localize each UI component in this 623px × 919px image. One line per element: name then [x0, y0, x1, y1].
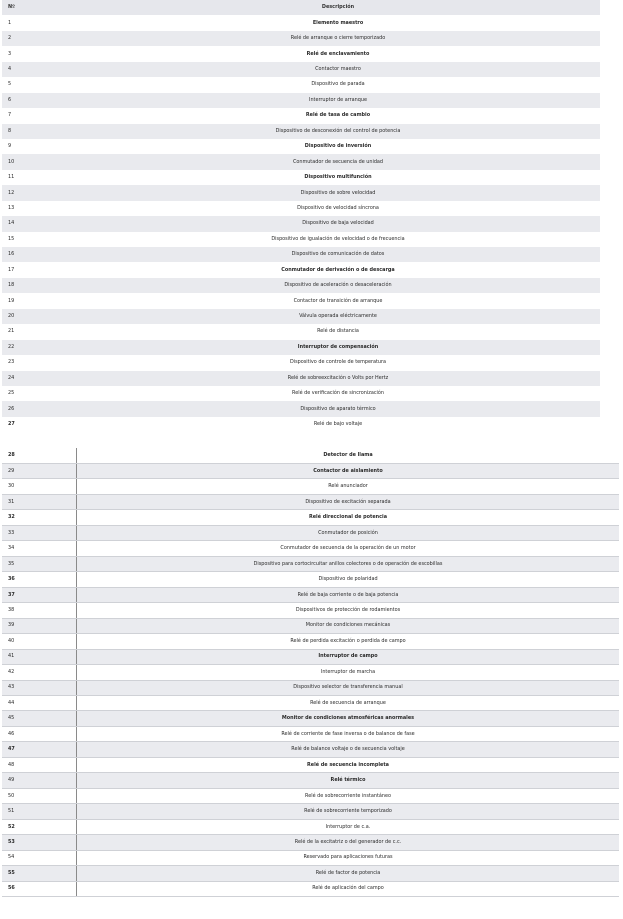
- table-row: [2, 417, 600, 432]
- device-description: Relé de sobrecorriente instantáneo: [77, 788, 620, 803]
- device-description: Dispositivo de desconexión del control de potencia: [76, 124, 600, 139]
- device-description: Dispositivo de polaridad: [77, 572, 620, 587]
- table-row: [2, 108, 600, 123]
- table-row: [2, 201, 600, 216]
- table-row: [2, 866, 619, 881]
- device-number: 41: [2, 649, 77, 664]
- device-number: 20: [2, 309, 76, 324]
- table-row: [2, 494, 619, 509]
- table-row: [2, 93, 600, 108]
- device-description: Reservado para aplicaciones futuras: [77, 850, 620, 865]
- table-row: [2, 757, 619, 772]
- table-row: [2, 649, 619, 664]
- device-description: Dispositivo de excitación separada: [77, 494, 620, 509]
- device-number: 40: [2, 634, 77, 649]
- table-row: [2, 541, 619, 556]
- device-description: Dispositivo de controle de temperatura: [76, 355, 600, 370]
- table-row: [2, 77, 600, 92]
- table-row: [2, 572, 619, 587]
- device-number: 28: [2, 448, 77, 463]
- device-number: 49: [2, 773, 77, 788]
- device-description: Conmutador de posición: [77, 525, 620, 540]
- table-row: [2, 711, 619, 726]
- device-description: Dispositivo de sobre velocidad: [76, 185, 600, 200]
- table-row: [2, 371, 600, 386]
- device-description: Interruptor de arranque: [76, 93, 600, 108]
- device-number: 37: [2, 587, 77, 602]
- device-description: Dispositivo selector de transferencia manual: [77, 680, 620, 695]
- device-number: 9: [2, 139, 76, 154]
- device-number: 1: [2, 15, 76, 30]
- device-number: 16: [2, 247, 76, 262]
- table-row: [2, 525, 619, 540]
- device-description: Dispositivo de velocidad síncrona: [76, 201, 600, 216]
- device-description: Dispositivo de igualación de velocidad o de frecuencia: [76, 232, 600, 247]
- table-row: [2, 185, 600, 200]
- device-description: Dispositivos de protección de rodamientos: [77, 603, 620, 618]
- device-number: 23: [2, 355, 76, 370]
- table-row: [2, 278, 600, 293]
- device-number: 5: [2, 77, 76, 92]
- device-number: 3: [2, 46, 76, 61]
- device-description: Relé de sobreexcitación o Volts por Hertz: [76, 371, 600, 386]
- table-row: [2, 618, 619, 633]
- device-number: 6: [2, 93, 76, 108]
- table-row: [2, 634, 619, 649]
- table-row: [2, 726, 619, 741]
- table-row: [2, 124, 600, 139]
- device-description: Relé térmico: [77, 773, 620, 788]
- device-description: Relé de balance voltaje o de secuencia voltaje: [77, 742, 620, 757]
- device-description: Contactor de transición de arranque: [76, 293, 600, 308]
- device-number: 56: [2, 881, 77, 896]
- table-row: [2, 340, 600, 355]
- table-row: [2, 401, 600, 416]
- device-description: Relé de secuencia incompleta: [77, 757, 620, 772]
- header-number: Nº: [2, 0, 76, 15]
- table-row: [2, 850, 619, 865]
- table-row: [2, 587, 619, 602]
- device-number: 53: [2, 835, 77, 850]
- device-number: 45: [2, 711, 77, 726]
- device-number: 44: [2, 696, 77, 711]
- device-number: 50: [2, 788, 77, 803]
- device-description: Interruptor de marcha: [77, 665, 620, 680]
- device-description: Dispositivo de aceleración o desaceleración: [76, 278, 600, 293]
- table-row: [2, 31, 600, 46]
- device-number: 48: [2, 757, 77, 772]
- device-number: 35: [2, 556, 77, 571]
- table-row: [2, 479, 619, 494]
- device-description: Relé de factor de potencia: [77, 866, 620, 881]
- device-description: Interruptor de campo: [77, 649, 620, 664]
- device-description: Relé de distancia: [76, 324, 600, 339]
- device-description: Relé de sobrecorriente temporizado: [77, 804, 620, 819]
- device-table-part-1: [2, 0, 600, 432]
- device-number: 8: [2, 124, 76, 139]
- table-row: [2, 232, 600, 247]
- device-number: 24: [2, 371, 76, 386]
- device-number: 18: [2, 278, 76, 293]
- device-number: 34: [2, 541, 77, 556]
- device-number: 2: [2, 31, 76, 46]
- device-number: 30: [2, 479, 77, 494]
- device-number: 42: [2, 665, 77, 680]
- table-row: [2, 46, 600, 61]
- table-row: [2, 355, 600, 370]
- device-description: Elemento maestro: [76, 15, 600, 30]
- table-row: [2, 463, 619, 478]
- device-description: Interruptor de c.a.: [77, 819, 620, 834]
- device-number: 55: [2, 866, 77, 881]
- device-number: 46: [2, 726, 77, 741]
- device-description: Conmutador de secuencia de la operación de un motor: [77, 541, 620, 556]
- device-number: 11: [2, 170, 76, 185]
- device-number: 17: [2, 262, 76, 277]
- device-description: Contactor de aislamiento: [77, 463, 620, 478]
- table-row: [2, 247, 600, 262]
- device-description: Dispositivo de baja velocidad: [76, 216, 600, 231]
- table-row: [2, 742, 619, 757]
- device-description: Dispositivo de aparato térmico: [76, 401, 600, 416]
- device-number: 52: [2, 819, 77, 834]
- table-row: [2, 262, 600, 277]
- device-number: 25: [2, 386, 76, 401]
- header-description: Descripción: [76, 0, 600, 15]
- table-row: [2, 154, 600, 169]
- table-row: [2, 510, 619, 525]
- device-number: 29: [2, 463, 77, 478]
- table-row: [2, 881, 619, 896]
- table-row: [2, 819, 619, 834]
- device-description: Relé de la excitatriz o del generador de c.c.: [77, 835, 620, 850]
- device-description: Interruptor de compensación: [76, 340, 600, 355]
- device-description: Relé de aplicación del campo: [77, 881, 620, 896]
- device-number: 15: [2, 232, 76, 247]
- device-number: 43: [2, 680, 77, 695]
- device-number: 22: [2, 340, 76, 355]
- device-table-part-2: [2, 448, 619, 897]
- table-row: [2, 448, 619, 463]
- device-description: Dispositivo multifunción: [76, 170, 600, 185]
- table-row: [2, 170, 600, 185]
- device-number: 10: [2, 154, 76, 169]
- device-description: Relé de perdida excitación o perdida de campo: [77, 634, 620, 649]
- table-row: [2, 139, 600, 154]
- table-row: [2, 788, 619, 803]
- device-description: Contactor maestro: [76, 62, 600, 77]
- device-number: 39: [2, 618, 77, 633]
- table-row: [2, 665, 619, 680]
- device-number: 13: [2, 201, 76, 216]
- device-description: Monitor de condiciones atmosféricas anormales: [77, 711, 620, 726]
- table-row: [2, 680, 619, 695]
- device-description: Relé de arranque o cierre temporizado: [76, 31, 600, 46]
- table-row: [2, 603, 619, 618]
- device-number: 51: [2, 804, 77, 819]
- device-description: Conmutador de secuencia de unidad: [76, 154, 600, 169]
- device-number: 33: [2, 525, 77, 540]
- device-description: Dispositivo de parada: [76, 77, 600, 92]
- device-number: 14: [2, 216, 76, 231]
- device-description: Dispositivo para cortocircuitar anillos colectores o de operación de escobillas: [77, 556, 620, 571]
- device-number: 7: [2, 108, 76, 123]
- device-description: Relé de tasa de cambio: [76, 108, 600, 123]
- device-description: Detector de llama: [77, 448, 620, 463]
- device-description: Relé de verificación de sincronización: [76, 386, 600, 401]
- device-description: Dispositivo de inversión: [76, 139, 600, 154]
- device-description: Dispositivo de comunicación de datos: [76, 247, 600, 262]
- table-row: [2, 556, 619, 571]
- table-row: [2, 386, 600, 401]
- device-number: 27: [2, 417, 76, 432]
- device-number: 19: [2, 293, 76, 308]
- table-row: [2, 773, 619, 788]
- table-row: [2, 62, 600, 77]
- device-number: 12: [2, 185, 76, 200]
- table-row: [2, 15, 600, 30]
- device-description: Monitor de condiciones mecánicas: [77, 618, 620, 633]
- table-row: [2, 309, 600, 324]
- table-row: [2, 293, 600, 308]
- table-row: [2, 216, 600, 231]
- device-description: Relé de bajo voltaje: [76, 417, 600, 432]
- device-number: 38: [2, 603, 77, 618]
- device-number: 54: [2, 850, 77, 865]
- device-number: 47: [2, 742, 77, 757]
- device-description: Relé direccional de potencia: [77, 510, 620, 525]
- device-number: 36: [2, 572, 77, 587]
- device-description: Relé de enclavamiento: [76, 46, 600, 61]
- table-row: [2, 696, 619, 711]
- device-description: Relé de corriente de fase inversa o de balance de fase: [77, 726, 620, 741]
- device-number: 4: [2, 62, 76, 77]
- device-description: Relé de baja corriente o de baja potencia: [77, 587, 620, 602]
- device-number: 21: [2, 324, 76, 339]
- device-number: 26: [2, 401, 76, 416]
- table-row: [2, 804, 619, 819]
- device-description: Relé anunciador: [77, 479, 620, 494]
- device-number: 31: [2, 494, 77, 509]
- table-header-row: [2, 0, 600, 15]
- device-description: Relé de secuencia de arranque: [77, 696, 620, 711]
- device-description: Válvula operada eléctricamente: [76, 309, 600, 324]
- device-number: 32: [2, 510, 77, 525]
- table-row: [2, 835, 619, 850]
- table-row: [2, 324, 600, 339]
- device-description: Conmutador de derivación o de descarga: [76, 262, 600, 277]
